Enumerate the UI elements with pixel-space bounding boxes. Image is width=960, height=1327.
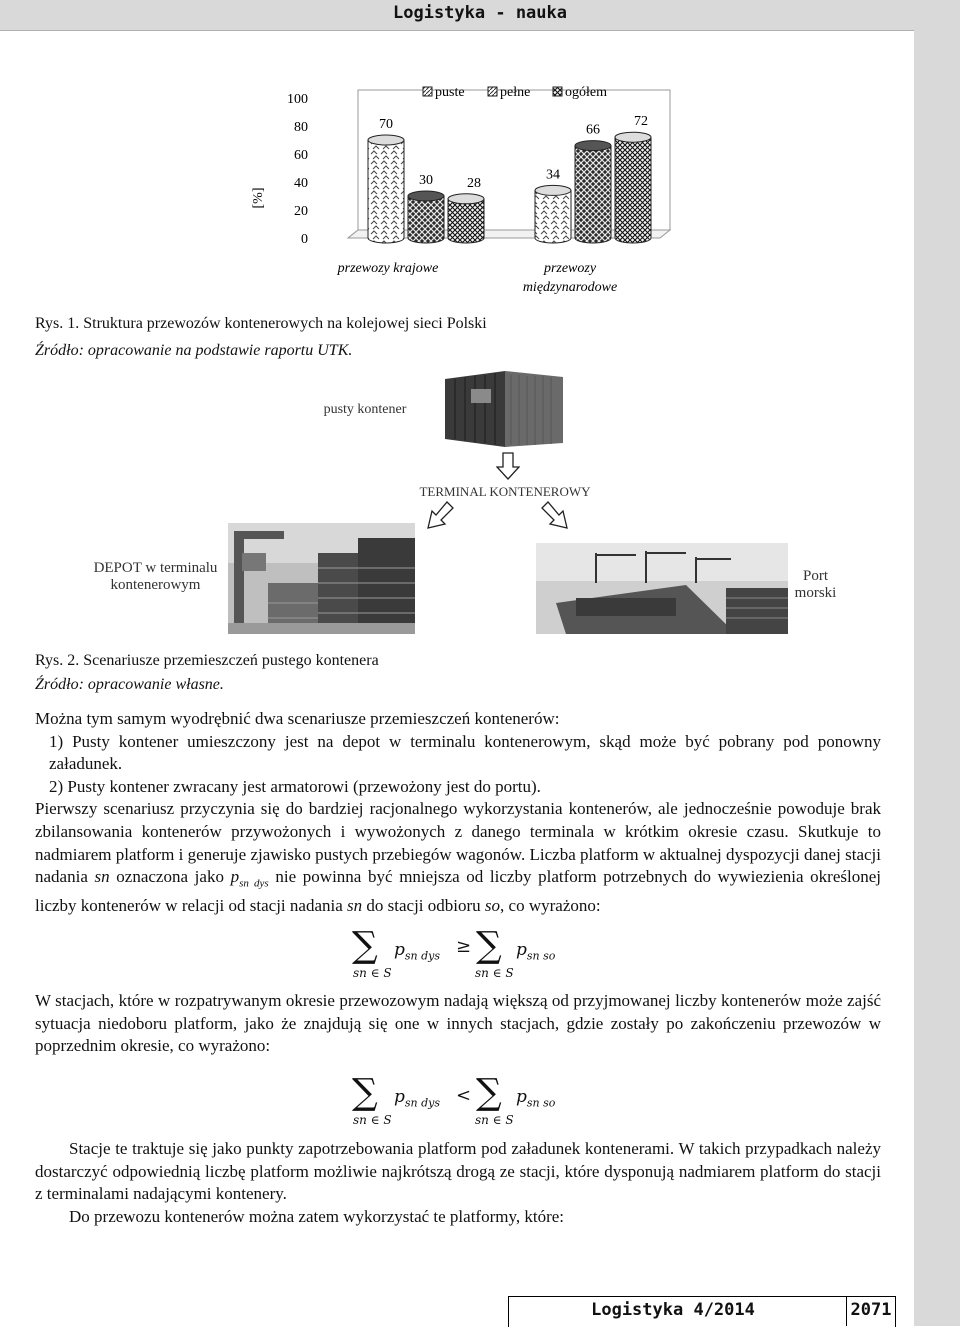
paragraph-2: W stacjach, które w rozpatrywanym okresie przewozowym nadają większą od przyjmowanej liczby kontenerów może zajść sytuacja niedoboru platform, jako że znajdują się one w innych stacjach, gdzie zostały po zakończeniu przewozów w poprzednim okresie, co wyrażono: xyxy=(35,991,881,1056)
chart-data-label: 34 xyxy=(546,167,560,183)
sigma-symbol: ∑ xyxy=(476,925,502,966)
label-terminal: TERMINAL KONTENEROWY xyxy=(419,484,591,499)
arrow-down-left-icon xyxy=(425,500,455,530)
container-photo xyxy=(441,369,566,449)
chart-category-label: przewozy krajowe xyxy=(337,261,439,276)
chart-data-label: 72 xyxy=(634,114,648,130)
chart-legend-swatch xyxy=(488,87,497,96)
figure1-caption: Rys. 1. Struktura przewozów kontenerowych na kolejowej sieci Polski xyxy=(35,315,487,332)
chart-bar-top xyxy=(615,132,651,142)
chart-bar-top xyxy=(448,194,484,204)
sum-index: sn ∈ S xyxy=(353,1113,392,1127)
formula-right-term: $p_{sn so}$ xyxy=(516,1087,556,1110)
chart-bar xyxy=(448,194,484,243)
label-empty-container: pusty kontener xyxy=(323,402,407,417)
paragraph-3: Stacje te traktuje się jako punkty zapotrzebowania platform pod załadunek kontenerami. W takich przypadkach należy dostarczyć odpowiednią liczbę platform możliwie najkrótszą drogą ze stacji, które dysponują nadmiarem platform do stacji z terminalami nadającymi kontenery. xyxy=(35,1139,881,1204)
label-port-line2: morski xyxy=(794,585,837,601)
sigma-symbol: ∑ xyxy=(476,1072,502,1113)
list-item-1: 1) Pusty kontener umieszczony jest na depot w terminalu kontenerowym, skąd może być pobrany pod ponowny załadunek. xyxy=(49,731,881,774)
chart-tick-label: 0 xyxy=(301,232,308,247)
formula-operator: ≥ xyxy=(456,936,472,957)
chart-legend-swatch xyxy=(423,87,432,96)
figure2-source: Źródło: opracowanie własne. xyxy=(35,676,224,693)
formula-left-term: $p_{sn dys}$ xyxy=(394,1087,441,1110)
chart-bar xyxy=(615,132,651,243)
label-depot-line1: DEPOT w terminalu xyxy=(93,560,218,576)
chart-ylabel: [%] xyxy=(251,187,266,209)
sum-index: sn ∈ S xyxy=(475,1113,514,1127)
formula-left-term: $p_{sn dys}$ xyxy=(394,940,441,963)
paragraph-1: Pierwszy scenariusz przyczynia się do bardziej racjonalnego wykorzystania kontenerów, ale jednocześnie powoduje brak zbilansowania kontenerów przywożonych i wywożonych z danego terminala w krótkim okresie czasu. Skutkuje to nadmiarem platform i generuje zjawisko pustych przebiegów wagonów. Liczba platform w aktualnej dyspozycji danej stacji nadania sn oznaczona jako $p_{sn dys}$ nie powinna być mniejsza od liczby platform potrzebnych do wywiezienia określonej liczby kontenerów w relacji od stacji nadania sn do stacji odbioru so, co wyrażono: xyxy=(35,799,881,916)
chart-bar xyxy=(408,191,444,243)
chart-data-label: 28 xyxy=(467,175,481,191)
chart-bar-top xyxy=(408,191,444,201)
chart-bar xyxy=(368,135,404,243)
figure2-caption: Rys. 2. Scenariusze przemieszczeń pustego kontenera xyxy=(35,652,379,669)
chart-bar xyxy=(535,185,571,243)
formula-1 xyxy=(350,925,610,980)
label-port xyxy=(788,568,843,602)
paragraph-intro: Można tym samym wyodrębnić dwa scenariusze przemieszczeń kontenerów: xyxy=(35,709,560,728)
chart-bar-body xyxy=(408,196,444,243)
figure1-source: Źródło: opracowanie na podstawie raportu UTK. xyxy=(35,342,353,359)
chart-bar-top xyxy=(575,141,611,151)
chart-bar-body xyxy=(575,146,611,243)
chart-bar xyxy=(575,141,611,243)
label-depot-line2: kontenerowym xyxy=(110,577,201,593)
arrow-down-icon xyxy=(496,452,520,480)
label-port-line1: Port xyxy=(802,568,828,584)
chart-tick-label: 20 xyxy=(294,204,308,219)
chart-data-label: 70 xyxy=(379,117,393,132)
sum-index: sn ∈ S xyxy=(353,966,392,980)
chart-category-label: przewozy xyxy=(543,261,597,276)
chart-bar-top xyxy=(535,185,571,195)
footer-journal: Logistyka 4/2014 xyxy=(591,1300,755,1320)
page-number: 2071 xyxy=(850,1300,892,1320)
arrow-down-right-icon xyxy=(540,500,570,530)
chart-tick-label: 60 xyxy=(294,148,308,163)
chart-bar-body xyxy=(368,140,404,243)
list-item-2: 2) Pusty kontener zwracany jest armatorowi (przewożony jest do portu). xyxy=(49,776,541,796)
chart-bar-body xyxy=(448,199,484,243)
chart-legend-label: pełne xyxy=(500,85,531,100)
formula-2 xyxy=(350,1072,610,1127)
chart xyxy=(230,70,680,300)
port-photo xyxy=(536,543,788,634)
label-depot xyxy=(88,560,223,594)
chart-legend-label: puste xyxy=(435,85,465,100)
body-block-1 xyxy=(35,708,881,918)
side-strip xyxy=(914,30,960,1326)
depot-photo xyxy=(228,523,415,634)
chart-tick-label: 100 xyxy=(287,92,308,107)
chart-tick-label: 40 xyxy=(294,176,308,191)
chart-category-label: międzynarodowe xyxy=(522,280,618,295)
sigma-symbol: ∑ xyxy=(352,1072,378,1113)
paragraph-4: Do przewozu kontenerów można zatem wykorzystać te platformy, które: xyxy=(69,1206,565,1226)
formula-right-term: $p_{sn so}$ xyxy=(516,940,556,963)
footer-separator xyxy=(846,1296,847,1326)
sigma-symbol: ∑ xyxy=(352,925,378,966)
chart-tick-label: 80 xyxy=(294,120,308,135)
body-block-3 xyxy=(35,1138,881,1228)
sum-index: sn ∈ S xyxy=(475,966,514,980)
chart-legend-label: ogółem xyxy=(565,85,607,100)
chart-data-label: 66 xyxy=(586,122,600,138)
chart-legend-swatch xyxy=(553,87,562,96)
chart-bar-top xyxy=(368,135,404,145)
chart-bar-body xyxy=(535,190,571,243)
chart-data-label: 30 xyxy=(419,173,433,188)
journal-title: Logistyka - nauka xyxy=(393,3,567,23)
formula-operator: < xyxy=(456,1085,472,1106)
chart-bar-body xyxy=(615,137,651,243)
